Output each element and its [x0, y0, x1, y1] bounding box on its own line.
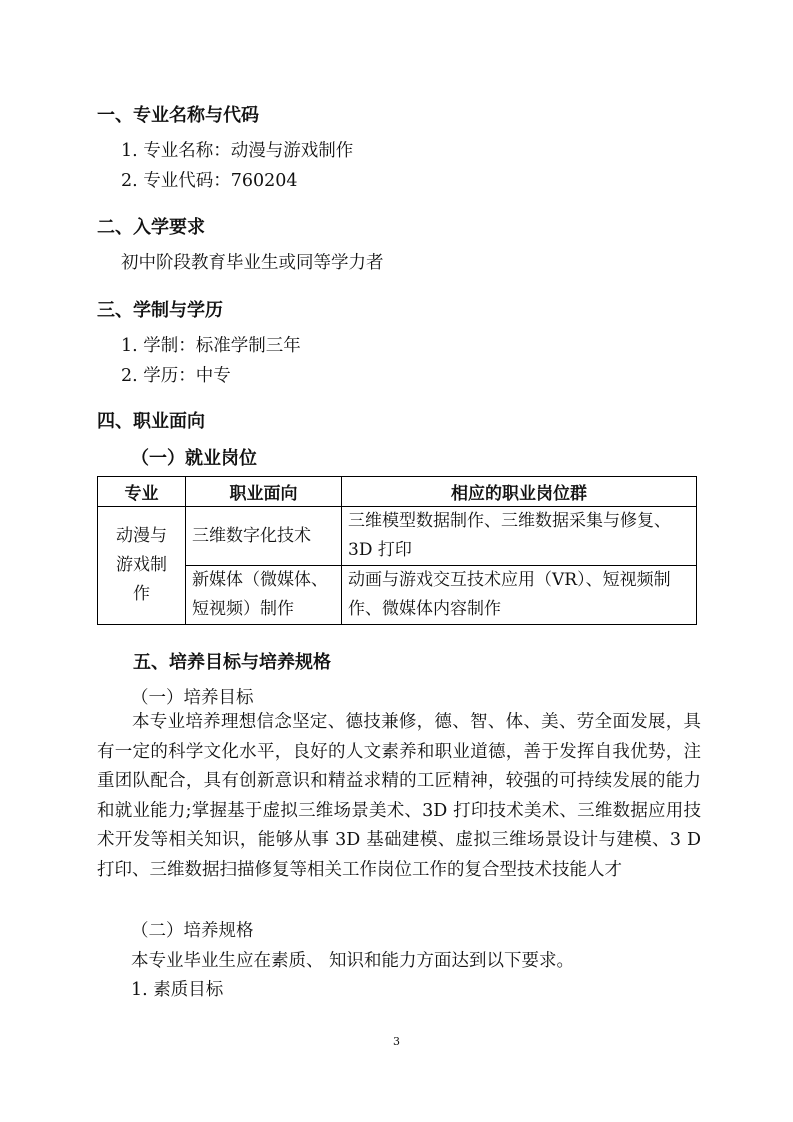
major-cell: 动漫与游戏制作 — [98, 507, 186, 625]
section-4-title: 四、职业面向 — [97, 411, 205, 432]
jobs-cell: 三维模型数据制作、三维数据采集与修复、3D 打印 — [342, 507, 697, 566]
goal-subtitle: （一）培养目标 — [131, 688, 254, 708]
section-5-title: 五、培养目标与培养规格 — [133, 652, 331, 673]
header-major: 专业 — [98, 477, 186, 507]
employment-subtitle: （一）就业岗位 — [131, 448, 257, 469]
direction-cell: 三维数字化技术 — [186, 507, 342, 566]
jobs-cell: 动画与游戏交互技术应用（VR）、短视频制作、微媒体内容制作 — [342, 566, 697, 625]
quality-goal-heading: 1. 素质目标 — [131, 980, 224, 1000]
jobs-table — [97, 476, 697, 625]
degree: 2. 学历：中专 — [121, 366, 231, 386]
goal-paragraph: 本专业培养理想信念坚定、德技兼修，德、智、体、美、劳全面发展，具有一定的科学文化水平，良好的人文素养和职业道德，善于发挥自我优势，注重团队配合，具有创新意识和精益求精的工匠精神，较强的可持续发展的能力和就业能力;掌握基于虚拟三维场景美术、3D 打印技术美术、三维数据应用技术开发等相关知识，能够从事 3D 基础建模、虚拟三维场景设计与建模、3 D 打印、三维数据扫描修复等相关工作岗位工作的复合型技术技能人才 — [97, 712, 701, 880]
section-2-title: 二、入学要求 — [97, 217, 205, 238]
major-code: 2. 专业代码：760204 — [121, 171, 298, 191]
section-1-title: 一、专业名称与代码 — [97, 105, 259, 126]
spec-intro: 本专业毕业生应在素质、 知识和能力方面达到以下要求。 — [131, 951, 575, 971]
section-3-title: 三、学制与学历 — [97, 300, 223, 321]
header-direction: 职业面向 — [186, 477, 342, 507]
major-name: 1. 专业名称：动漫与游戏制作 — [121, 141, 354, 161]
page-number: 3 — [393, 1035, 400, 1048]
table-row — [98, 507, 697, 566]
table-row — [98, 566, 697, 625]
header-jobs: 相应的职业岗位群 — [342, 477, 697, 507]
spec-subtitle: （二）培养规格 — [131, 921, 254, 941]
study-system: 1. 学制：标准学制三年 — [121, 336, 301, 356]
admission-requirement: 初中阶段教育毕业生或同等学力者 — [121, 253, 384, 273]
table-header-row — [98, 477, 697, 507]
direction-cell: 新媒体（微媒体、短视频）制作 — [186, 566, 342, 625]
